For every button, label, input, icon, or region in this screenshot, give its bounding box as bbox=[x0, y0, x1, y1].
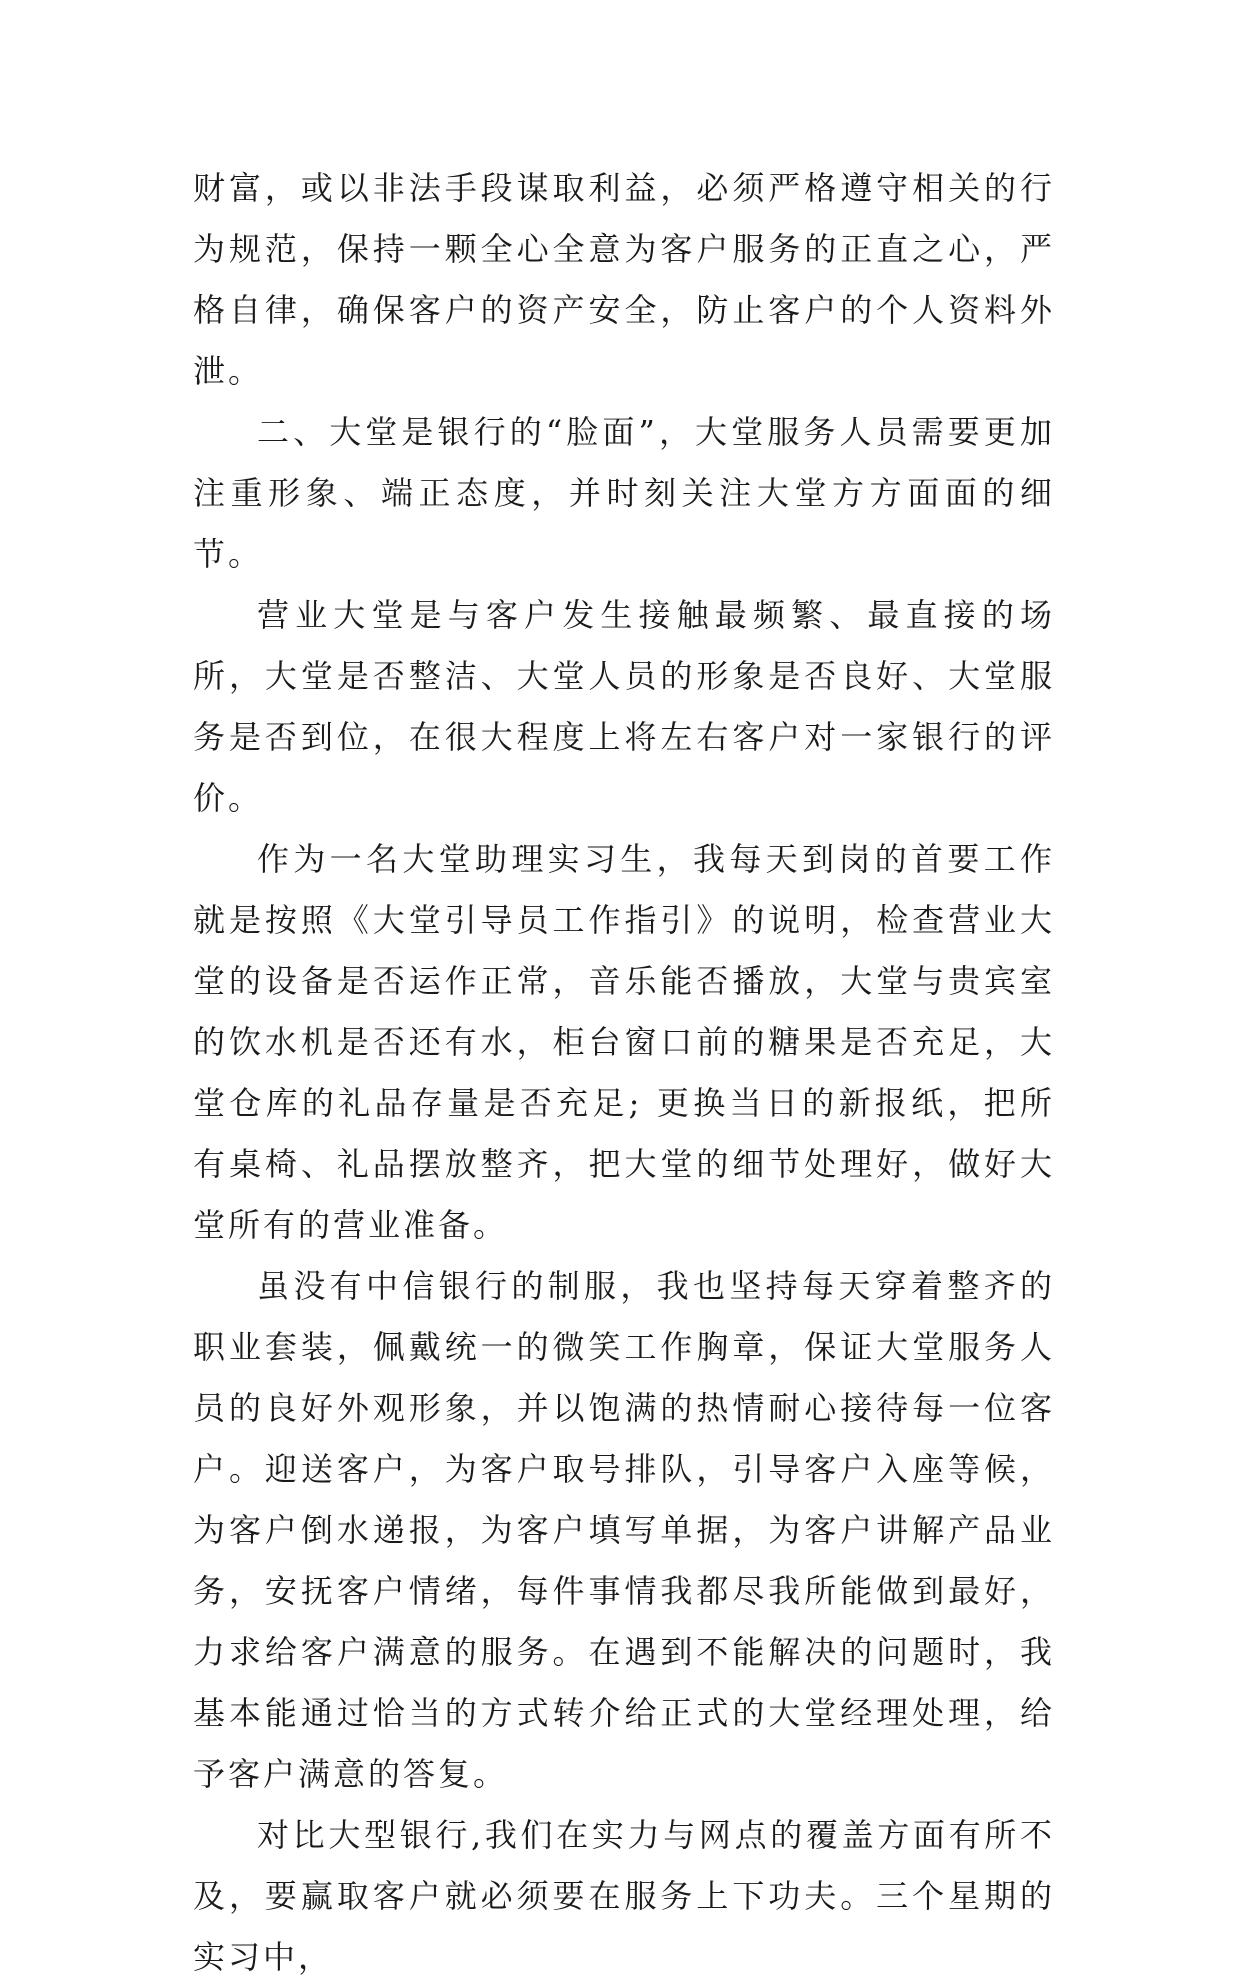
paragraph-5: 虽没有中信银行的制服，我也坚持每天穿着整齐的职业套装，佩戴统一的微笑工作胸章，保证大堂服务人员的良好外观形象，并以饱满的热情耐心接待每一位客户。迎送客户，为客户取号排队，引导客户入座等候，为客户倒水递报，为客户填写单据，为客户讲解产品业务，安抚客户情绪，每件事情我都尽我所能做到最好，力求给客户满意的服务。在遇到不能解决的问题时，我基本能通过恰当的方式转介给正式的大堂经理处理，给予客户满意的答复。 bbox=[193, 1267, 1055, 1793]
document-body bbox=[193, 158, 1055, 1988]
paragraph-2: 二、大堂是银行的“脸面”，大堂服务人员需要更加注重形象、端正态度，并时刻关注大堂方方面面的细节。 bbox=[193, 413, 1055, 573]
paragraph-1: 财富，或以非法手段谋取利益，必须严格遵守相关的行为规范，保持一颗全心全意为客户服务的正直之心，严格自律，确保客户的资产安全，防止客户的个人资料外泄。 bbox=[193, 169, 1055, 390]
paragraph-4: 作为一名大堂助理实习生，我每天到岗的首要工作就是按照《大堂引导员工作指引》的说明，检查营业大堂的设备是否运作正常，音乐能否播放，大堂与贵宾室的饮水机是否还有水，柜台窗口前的糖果是否充足，大堂仓库的礼品存量是否充足; 更换当日的新报纸，把所有桌椅、礼品摆放整齐，把大堂的细节处理好，做好大堂所有的营业准备。 bbox=[193, 840, 1055, 1244]
paragraph-3: 营业大堂是与客户发生接触最频繁、最直接的场所，大堂是否整洁、大堂人员的形象是否良好、大堂服务是否到位，在很大程度上将左右客户对一家银行的评价。 bbox=[193, 596, 1055, 817]
paragraph-6: 对比大型银行,我们在实力与网点的覆盖方面有所不及，要赢取客户就必须要在服务上下功夫。三个星期的实习中， bbox=[193, 1816, 1055, 1976]
